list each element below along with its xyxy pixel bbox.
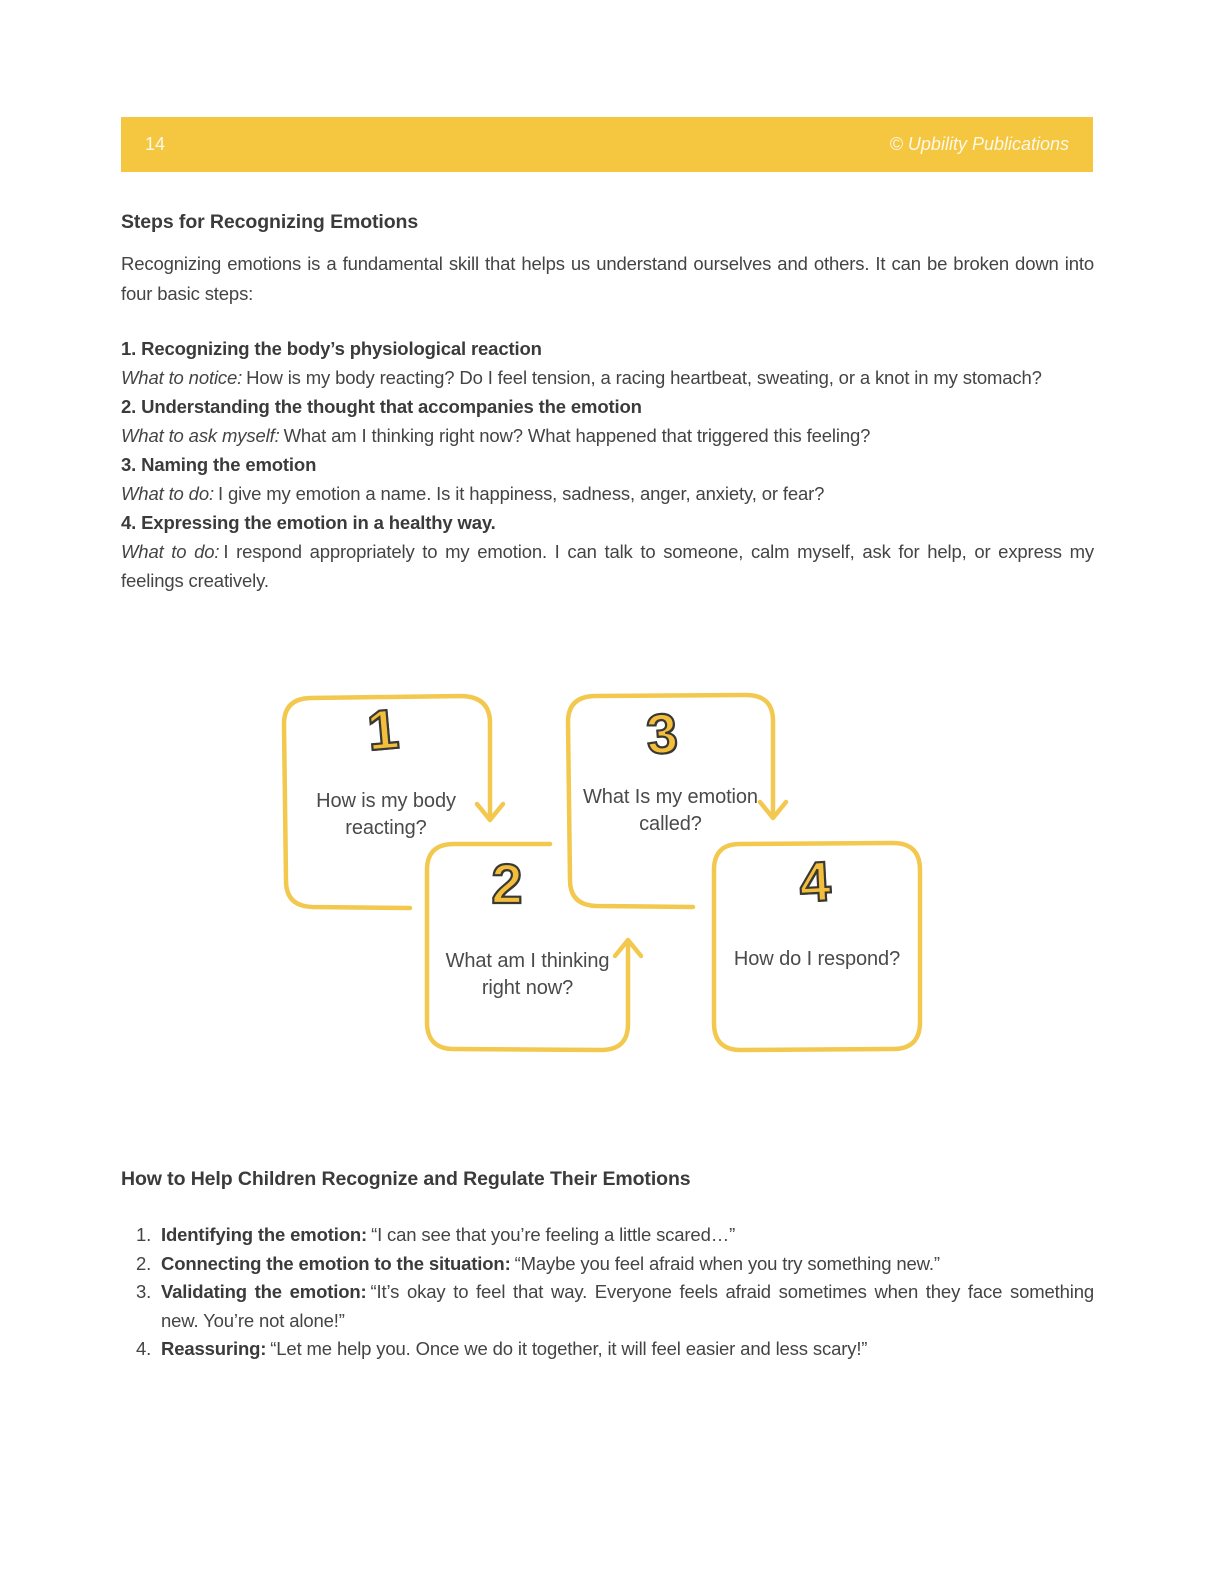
step-text: How is my body reacting? Do I feel tension, a racing heartbeat, sweating, or a knot in my stomach? (246, 367, 1042, 388)
page-number: 14 (145, 134, 166, 154)
list-item-number: 1. (136, 1224, 152, 1245)
section-title-steps: Steps for Recognizing Emotions (121, 211, 419, 233)
step-heading: 4. Expressing the emotion in a healthy way. (121, 512, 496, 533)
step-heading: 3. Naming the emotion (121, 454, 317, 475)
list-item (136, 1221, 1094, 1250)
help-list (136, 1221, 1094, 1364)
step-heading: 2. Understanding the thought that accompanies the emotion (121, 396, 642, 417)
list-item (136, 1250, 1094, 1279)
list-item (136, 1278, 1094, 1335)
emotion-flow-diagram (250, 660, 970, 1080)
step-text: I give my emotion a name. Is it happiness, sadness, anger, anxiety, or fear? (217, 483, 825, 504)
step-heading: 1. Recognizing the body’s physiological reaction (121, 338, 542, 359)
list-item-label: Validating the emotion: (161, 1281, 367, 1302)
step-number-3: 3 (644, 700, 680, 767)
step-number-1: 1 (364, 696, 402, 763)
intro-paragraph: Recognizing emotions is a fundamental skill that helps us understand ourselves and others. It can be broken down into four basic steps: (121, 253, 1094, 304)
copyright-text: © Upbility Publications (889, 134, 1069, 154)
step-text: What am I thinking right now? What happened that triggered this feeling? (283, 425, 871, 446)
flow-box-3-label: What Is my emotion called? (583, 786, 758, 835)
list-item-text: “It’s okay to feel that way. Everyone feels afraid sometimes when they face something new. You’re not alone!” (161, 1281, 1095, 1331)
list-item-number: 3. (136, 1281, 152, 1302)
list-item-label: Reassuring: (161, 1338, 267, 1359)
section-title-help-children: How to Help Children Recognize and Regulate Their Emotions (121, 1168, 691, 1190)
list-item-label: Connecting the emotion to the situation: (161, 1252, 511, 1274)
step-lead-in: What to notice: (121, 367, 243, 388)
flow-box-1-label: How is my body reacting? (316, 790, 456, 839)
list-item-number: 4. (136, 1338, 152, 1359)
list-item (136, 1335, 1094, 1364)
list-item-number: 2. (136, 1252, 152, 1274)
step-number-2: 2 (491, 852, 523, 915)
list-item-label: Identifying the emotion: (161, 1224, 368, 1245)
flow-box-2-label: What am I thinking right now? (445, 950, 610, 999)
step-description (121, 363, 1094, 392)
list-item-text: “Maybe you feel afraid when you try something new.” (514, 1252, 940, 1274)
step-description (121, 479, 1094, 508)
list-item-text: “Let me help you. Once we do it together, it will feel easier and less scary!” (270, 1338, 868, 1359)
step-lead-in: What to do: (121, 541, 220, 562)
step-number-4: 4 (797, 849, 833, 914)
steps-list (121, 334, 1094, 595)
list-item-text: “I can see that you’re feeling a little scared…” (371, 1224, 736, 1245)
flow-box-4-label: How do I respond? (733, 948, 901, 970)
step-description (121, 537, 1094, 595)
step-lead-in: What to do: (121, 483, 214, 504)
step-text: I respond appropriately to my emotion. I can talk to someone, calm myself, ask for help, or express my feelings creatively. (121, 541, 1094, 591)
step-lead-in: What to ask myself: (121, 425, 280, 446)
page-header-bar (121, 117, 1093, 172)
step-description (121, 421, 1094, 450)
